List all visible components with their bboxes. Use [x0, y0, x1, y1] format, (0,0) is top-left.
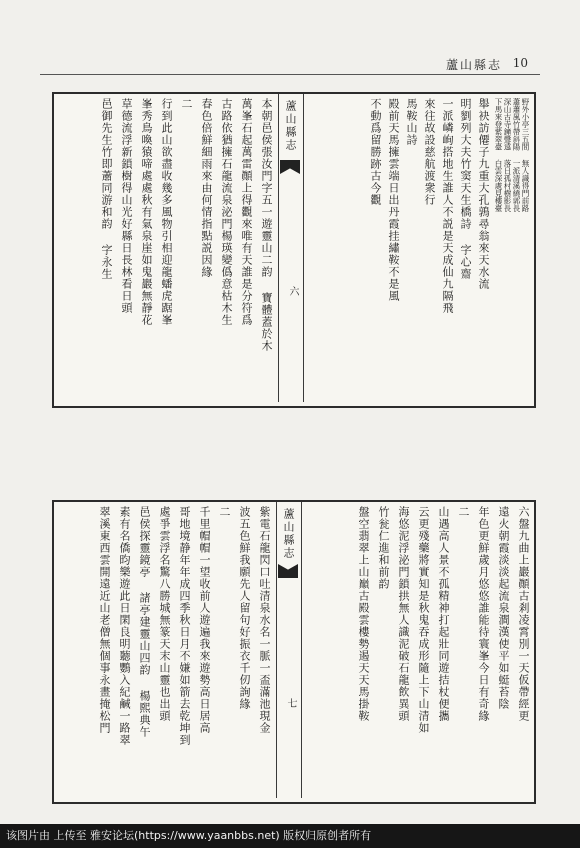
- page-header: [0, 52, 580, 78]
- text-column: 下馬來登紫翠臺 白雲深處見樓臺: [494, 98, 503, 212]
- text-column: 哥地境静年年成四季秋日月不嫌如箭去乾坤到: [178, 506, 191, 746]
- text-column: 馬鞍山詩: [405, 98, 418, 146]
- strip-title: 蘆山縣志: [284, 100, 297, 152]
- text-column: 來往故設慈航渡衆行: [423, 98, 436, 206]
- text-column: 行到此山欲盡收幾多風物引相迎龍蟠虎踞峯: [160, 98, 173, 326]
- text-column: 二: [218, 506, 231, 518]
- text-column: 紫電石龍閃口吐清泉水名一脈一盃滿池現金: [258, 506, 271, 734]
- leaf-number: 六: [287, 286, 298, 296]
- fish-tail-mark: [280, 160, 300, 174]
- text-column: 海悠泥浮泌門鎖拱無人識泥破石龍飲異頭: [397, 506, 410, 722]
- text-column: 峯秀鳥喚猿啼處處秋有氣泉崖如鬼巖無靜花: [140, 98, 153, 326]
- book-title: 蘆山縣志: [445, 58, 502, 72]
- text-column: 處爭雲浮名驚八勝城無篆天末山靈也出頭: [158, 506, 171, 722]
- center-strip: [278, 94, 304, 402]
- text-column: 翠溪東西雲開遠近山老僧無個事永畫掩松門: [98, 506, 111, 734]
- strip-title: 蘆山縣志: [282, 508, 295, 560]
- text-column: 蕭蕭風竹帶斜陽 一派清溪繞郭長: [512, 98, 521, 212]
- text-column: 素有名僑昀樂遊此日閑良明聽鸚入紀鹹一路翠: [118, 506, 131, 746]
- text-column: 邑侯探靈鏡亭 諸亭建靈山四韵 楊熙典午: [138, 506, 151, 738]
- text-column: 深山古寺鐘聲遠 落日孤村樹影長: [503, 98, 512, 212]
- text-column: 野外小亭三五間 無人識得門前路: [521, 98, 530, 212]
- header-rule: [40, 74, 540, 75]
- text-column: 二: [457, 506, 470, 518]
- text-column: 二: [180, 98, 193, 110]
- text-column: 盤空翡翠上山巔古殿雲樓勢遏天天馬掛鞍: [357, 506, 370, 722]
- bottom-scanned-page: [52, 500, 536, 804]
- text-column: 明劉列大夫竹窦天生橋詩 字心齋: [459, 98, 472, 280]
- leaf-number: 七: [285, 698, 296, 708]
- watermark-footer: 该图片由 上传至 雅安论坛(https://www.yaanbbs.net) 版权归原创者所有: [0, 824, 580, 848]
- text-column: 萬峯石起萬雷顚上得觀來唯有天誰是分符爲: [240, 98, 253, 326]
- center-strip: [276, 502, 302, 798]
- text-column: 一派嶙峋搭地生誰人不説是天成仙九隔飛: [441, 98, 454, 314]
- text-column: 云更殘藥將實知是秋鬼吞成形隨上下山清如: [417, 506, 430, 734]
- text-column: 竹瓮仁進和前韵: [377, 506, 390, 590]
- text-column: 遠火朝霞淡淡起流泉澗漢使平如蜓苔陰: [497, 506, 510, 710]
- text-column: 年色更鮮歲月悠悠誰能待寰峯今日有奇緣: [477, 506, 490, 722]
- text-column: 不動爲留勝跡古今觀: [369, 98, 382, 206]
- text-column: 本朝邑侯張汝門字五一遊靈山二韵 寶體蓋於木: [260, 98, 273, 352]
- text-column: 殿前天馬擁雲端日出丹霞挂繡鞍不是風: [387, 98, 400, 302]
- page-number: 10: [512, 56, 528, 70]
- text-column: 山遇高人景不孤精神打起壯同遊拮杖便攜: [437, 506, 450, 722]
- text-column: 波五色鮮我願先人留句好振衣千仞詢緣: [238, 506, 251, 710]
- fish-tail-mark: [278, 564, 298, 578]
- text-column: 草德流浮新鎖樹得山光好縣日長林看日頭: [120, 98, 133, 314]
- top-scanned-page: [52, 92, 536, 408]
- text-column: 舉袂訪僊子九重大孔鶉尋翁來天水流: [477, 98, 490, 290]
- text-column: 春色倍鮮細雨來由何情指點説因緣: [200, 98, 213, 278]
- text-column: 千里帽帽一望收前人遊遍我來遊勢高日居高: [198, 506, 211, 734]
- text-column: 邑御先生竹即蕭同游和韵 字永生: [100, 98, 113, 280]
- text-column: 六盤九曲上巖顚古剎凌霄別一天仮帶經更: [517, 506, 530, 722]
- text-column: 古路依猶擁石龍流泉泌門楊瑛變僞意枯木生: [220, 98, 233, 326]
